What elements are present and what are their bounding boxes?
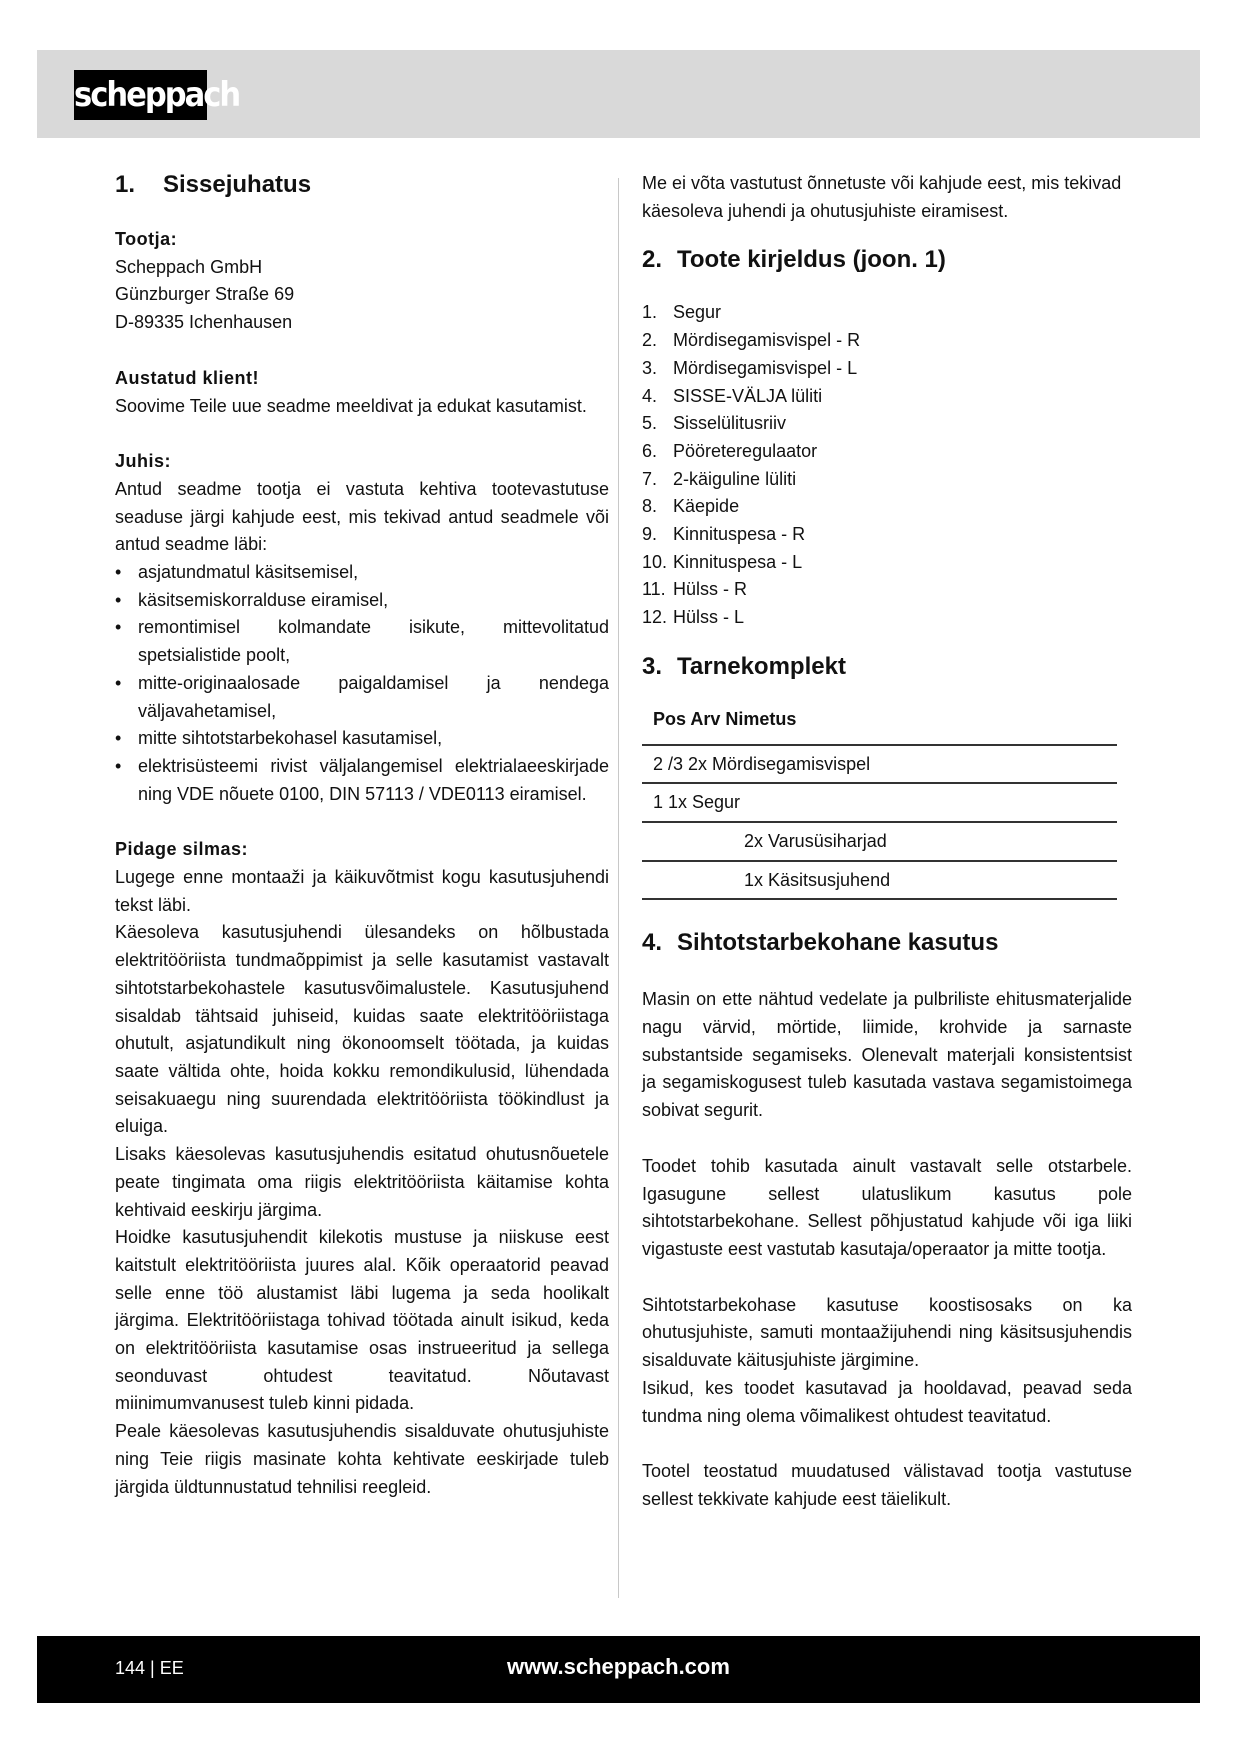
paragraph: Masin on ette nähtud vedelate ja pulbriliste ehitusmaterjalide nagu värvid, mörtide, liimide, krohvide ja sarnaste substantside segamiseks. Olenevalt materjali konsistentsist ja segamiskogusest tuleb kasutada vastava segamistoimega sobivat segurit. [642, 989, 1132, 1121]
list-item: 10. Kinnituspesa - L [642, 551, 803, 572]
list-item: 5. Sisselülitusriiv [642, 413, 787, 434]
table-row: 1 1x Segur [642, 783, 1117, 822]
list-item: 8. Käepide [642, 496, 740, 517]
paragraph: Lugege enne montaaži ja käikuvõtmist kogu kasutusjuhendi tekst läbi. [115, 867, 609, 915]
paragraph: Sihtotstarbekohase kasutuse koostisosaks on ka ohutusjuhiste, samuti montaažijuhendi ning käsitsusjuhendis sisalduvate käitusjuhiste järgimine. [642, 1294, 1132, 1371]
section-2-heading: 2. Toote kirjeldus (joon. 1) [642, 246, 946, 274]
list-item: 6. Pööreteregulaator [642, 440, 818, 461]
manufacturer-name: Scheppach GmbH [115, 256, 263, 277]
list-item: • asjatundmatul käsitsemisel, [115, 559, 609, 587]
table-row: 2x Varusüsiharjad [642, 822, 1117, 861]
manufacturer-city: D-89335 Ichenhausen [115, 312, 293, 333]
list-item: 1. Segur [642, 302, 722, 323]
list-item: • remontimisel kolmandate isikute, mittevolitatud spetsialistide poolt, [115, 614, 609, 669]
page-footer [37, 1636, 1200, 1703]
note-text: Antud seadme tootja ei vastuta kehtiva tootevastutuse seaduse järgi kahjude eest, mis tekivad antud seadmele või antud seadme läbi: [115, 478, 609, 555]
table-header: Pos Arv Nimetus [653, 708, 797, 729]
dear-customer-label: Austatud klient! [115, 367, 260, 388]
manufacturer-street: Günzburger Straße 69 [115, 284, 295, 305]
section-4-heading: 4. Sihtotstarbekohane kasutus [642, 929, 999, 957]
paragraph: Peale käesolevas kasutusjuhendis sisalduvate ohutusjuhiste ning Teie riigis masinate kohta kehtivate eeskirjade tuleb järgida üldtunnustatud tehnilisi reegleid. [115, 1421, 609, 1497]
list-item: 9. Kinnituspesa - R [642, 524, 806, 545]
paragraph: Toodet tohib kasutada ainult vastavalt selle otstarbele. Igasugune sellest ulatuslikum kasutus pole sihtotstarbekohane. Sellest põhjustatud kahjude või iga liiki vigastuste eest vastutab kasutaja/operaator ja mitte tootja. [642, 1155, 1132, 1259]
right-column [642, 170, 1132, 1514]
list-item: • mitte sihtotstarbekohasel kasutamisel, [115, 725, 609, 753]
paragraph: Tootel teostatud muudatused välistavad tootja vastutuse sellest tekkivate kahjude eest täielikult. [642, 1461, 1132, 1509]
liability-text: Me ei võta vastutust õnnetuste või kahjude eest, mis tekivad käesoleva juhendi ja ohutusjuhiste eiramisest. [642, 173, 1122, 221]
left-column [115, 170, 609, 1501]
table-row: 2 /3 2x Mördisegamisvispel [642, 745, 1117, 784]
list-item: 2. Mördisegamisvispel - R [642, 330, 861, 351]
list-item: 11. Hülss - R [642, 579, 748, 600]
scheppach-logo: scheppach [74, 70, 207, 120]
table-row: 1x Käsitsusjuhend [642, 861, 1117, 900]
column-divider [618, 178, 619, 1598]
note-bullet-list [115, 559, 609, 808]
paragraph: Käesoleva kasutusjuhendi ülesandeks on hõlbustada elektritööriista tundmaõppimist ja selle kasutamist vastavalt sihtotstarbekohastele kasutusvõimalustele. Kasutusjuhend sisaldab tähtsaid juhiseid, kuidas saate elektritööriistaga ohutult, asjatundikult ning ökonoomselt töötada, ja kuidas saate vältida ohte, hoida kokku remondikulusid, lühendada seisakuaegu ning suurendada elektritööriista töökindlust ja eluiga. [115, 922, 609, 1137]
list-item: 3. Mördisegamisvispel - L [642, 357, 858, 378]
manufacturer-label: Tootja: [115, 229, 178, 249]
paragraph: Lisaks käesolevas kasutusjuhendis esitatud ohutusnõuetele peate tingimata oma riigis elektritööriista käitamise kohta kehtivaid eeskirju järgima. [115, 1144, 609, 1220]
section-1-heading: 1. Sissejuhatus [115, 171, 312, 198]
delivery-table [642, 696, 1117, 901]
list-item: 7. 2-käiguline lüliti [642, 468, 797, 489]
paragraph: Hoidke kasutusjuhendit kilekotis mustuse ja niiskuse eest kaitstult elektritööriista juures alal. Kõik operaatorid peavad selle enne töö alustamist läbi lugema ja seda hoolikalt järgima. Elektritööriistaga tohivad töötada ainult isikud, keda on elektritööriista kasutamise osas instrueeritud ja sellega seonduvast ohtudest teavitatud. Nõutavast miinimumvanusest tuleb kinni pidada. [115, 1227, 609, 1414]
page-header [37, 50, 1200, 138]
website-link[interactable]: www.scheppach.com [507, 1654, 730, 1679]
paragraph: Isikud, kes toodet kasutavad ja hooldavad, peavad seda tundma ning olema võimalikest ohtudest teavitatud. [642, 1377, 1132, 1426]
list-item: • elektrisüsteemi rivist väljalangemisel elektrialaeeskirjade ning VDE nõuete 0100, DIN 57113 / VDE0113 eiramisel. [115, 753, 609, 808]
list-item: 12. Hülss - L [642, 607, 745, 628]
parts-list [642, 299, 1132, 631]
list-item: • käsitsemiskorralduse eiramisel, [115, 587, 609, 615]
list-item: 4. SISSE-VÄLJA lüliti [642, 385, 823, 406]
dear-customer-text: Soovime Teile uue seadme meeldivat ja edukat kasutamist. [115, 395, 587, 416]
section-3-heading: 3. Tarnekomplekt [642, 652, 846, 680]
note-label: Juhis: [115, 451, 172, 472]
list-item: • mitte-originaalosade paigaldamisel ja nendega väljavahetamisel, [115, 670, 609, 725]
page-number: 144 | EE [115, 1658, 184, 1678]
keep-in-mind-label: Pidage silmas: [115, 839, 249, 860]
